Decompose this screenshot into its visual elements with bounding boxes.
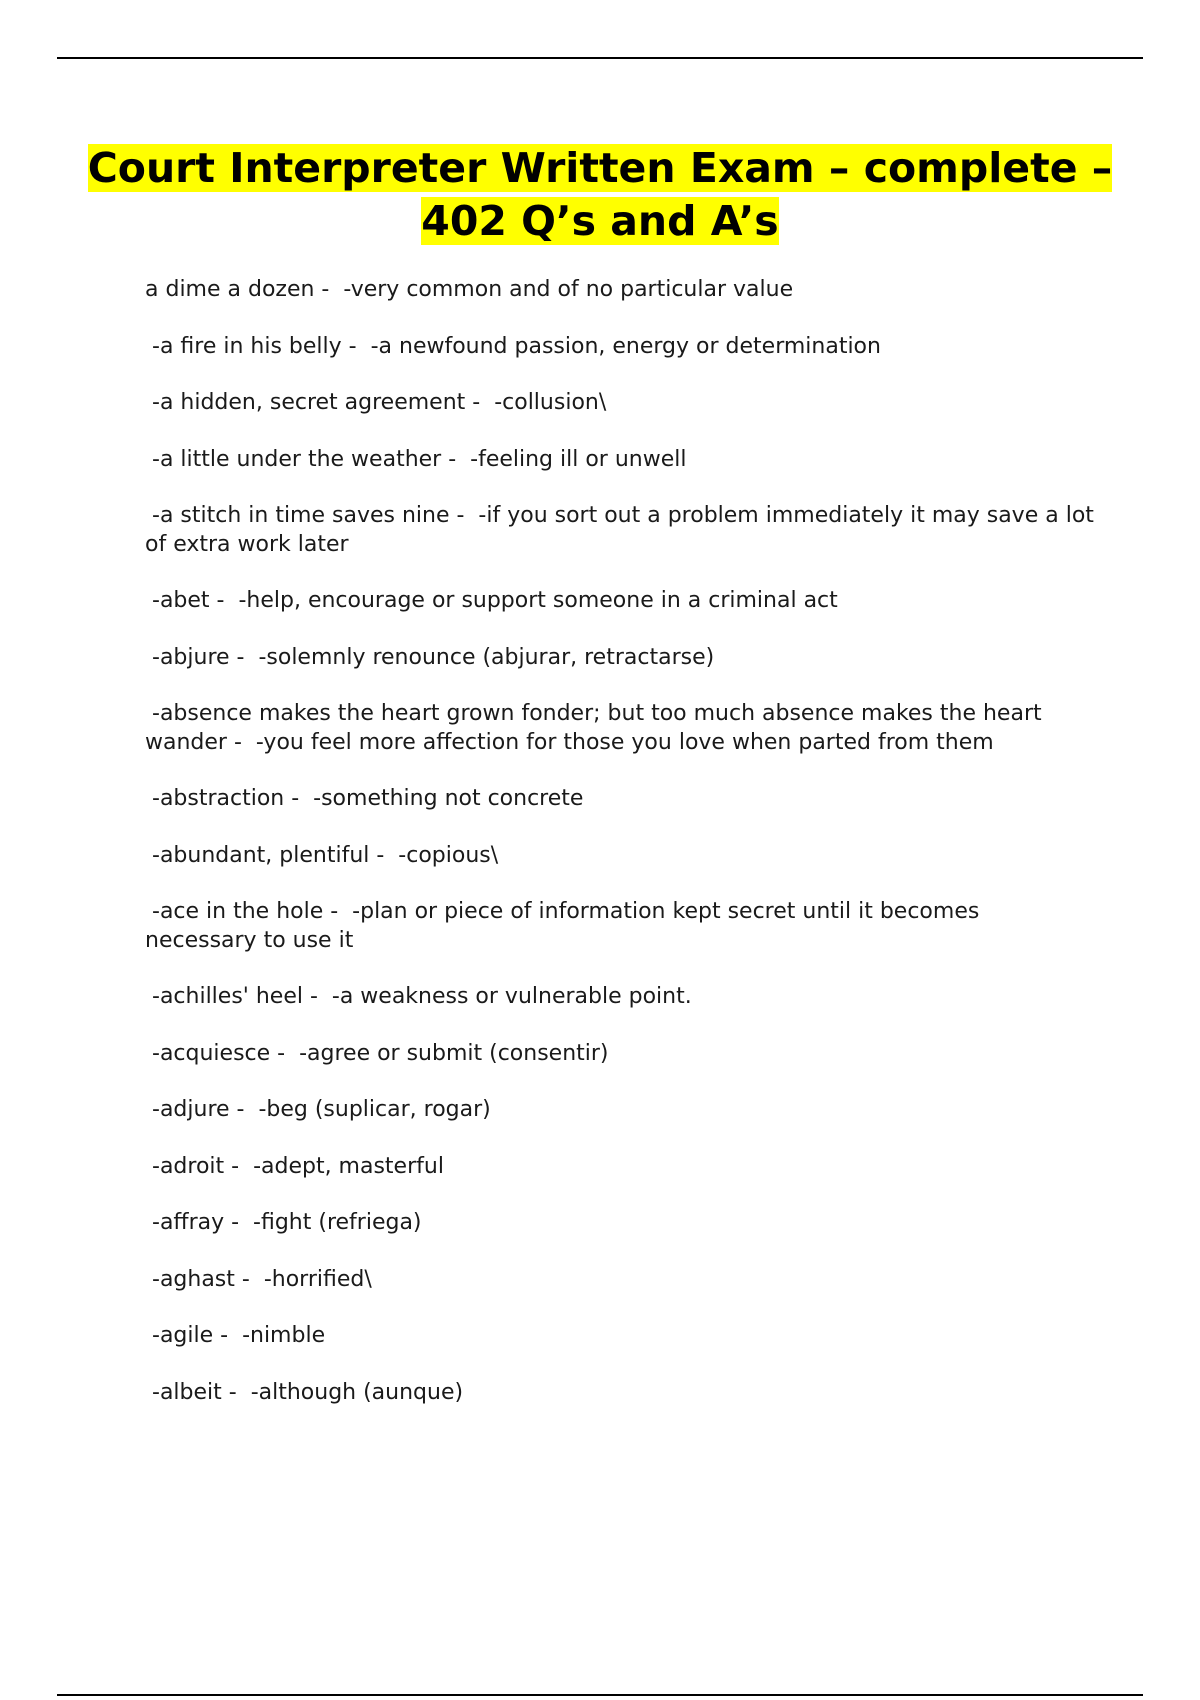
glossary-entry: -adjure - -beg (suplicar, rogar) xyxy=(145,1097,491,1122)
glossary-entry: a dime a dozen - -very common and of no particular value xyxy=(145,277,794,302)
glossary-entry: -adroit - -adept, masterful xyxy=(145,1153,444,1179)
glossary-entry: -absence makes the heart grown fonder; but too much absence makes the heart wander - -you feel more affection for those you love when parted from them xyxy=(145,701,1049,755)
glossary-entry: -agile - -nimble xyxy=(145,1323,326,1348)
top-rule xyxy=(57,57,1143,59)
glossary-entry: -albeit - -although (aunque) xyxy=(145,1379,464,1405)
glossary-entry: -a little under the weather - -feeling ill or unwell xyxy=(145,446,687,472)
glossary-entry: -abundant, plentiful - -copious\ xyxy=(145,842,499,868)
glossary-entry: -abstraction - -something not concrete xyxy=(145,786,584,811)
document-title: Court Interpreter Written Exam – complete – 402 Q’s and A’s xyxy=(87,144,1113,245)
bottom-rule xyxy=(57,1694,1143,1696)
glossary-entry: -abet - -help, encourage or support someone in a criminal act xyxy=(145,588,838,613)
glossary-entry: -affray - -fight (refriega) xyxy=(145,1210,422,1235)
glossary-entry: -a stitch in time saves nine - -if you sort out a problem immediately it may save a lot of extra work later xyxy=(145,503,1101,557)
glossary-entry: -a hidden, secret agreement - -collusion\ xyxy=(145,390,607,415)
glossary-entry: -abjure - -solemnly renounce (abjurar, retractarse) xyxy=(145,644,715,670)
glossary-entry: -ace in the hole - -plan or piece of information kept secret until it becomes necessary to use it xyxy=(145,899,987,953)
glossary-entry: -a fire in his belly - -a newfound passion, energy or determination xyxy=(145,333,881,359)
glossary-entry: -aghast - -horrified\ xyxy=(145,1266,372,1292)
glossary-entry: -achilles' heel - -a weakness or vulnerable point. xyxy=(145,984,692,1009)
glossary-entry: -acquiesce - -agree or submit (consentir) xyxy=(145,1040,609,1066)
glossary-list xyxy=(145,276,1101,1435)
document-title-block xyxy=(60,142,1140,248)
